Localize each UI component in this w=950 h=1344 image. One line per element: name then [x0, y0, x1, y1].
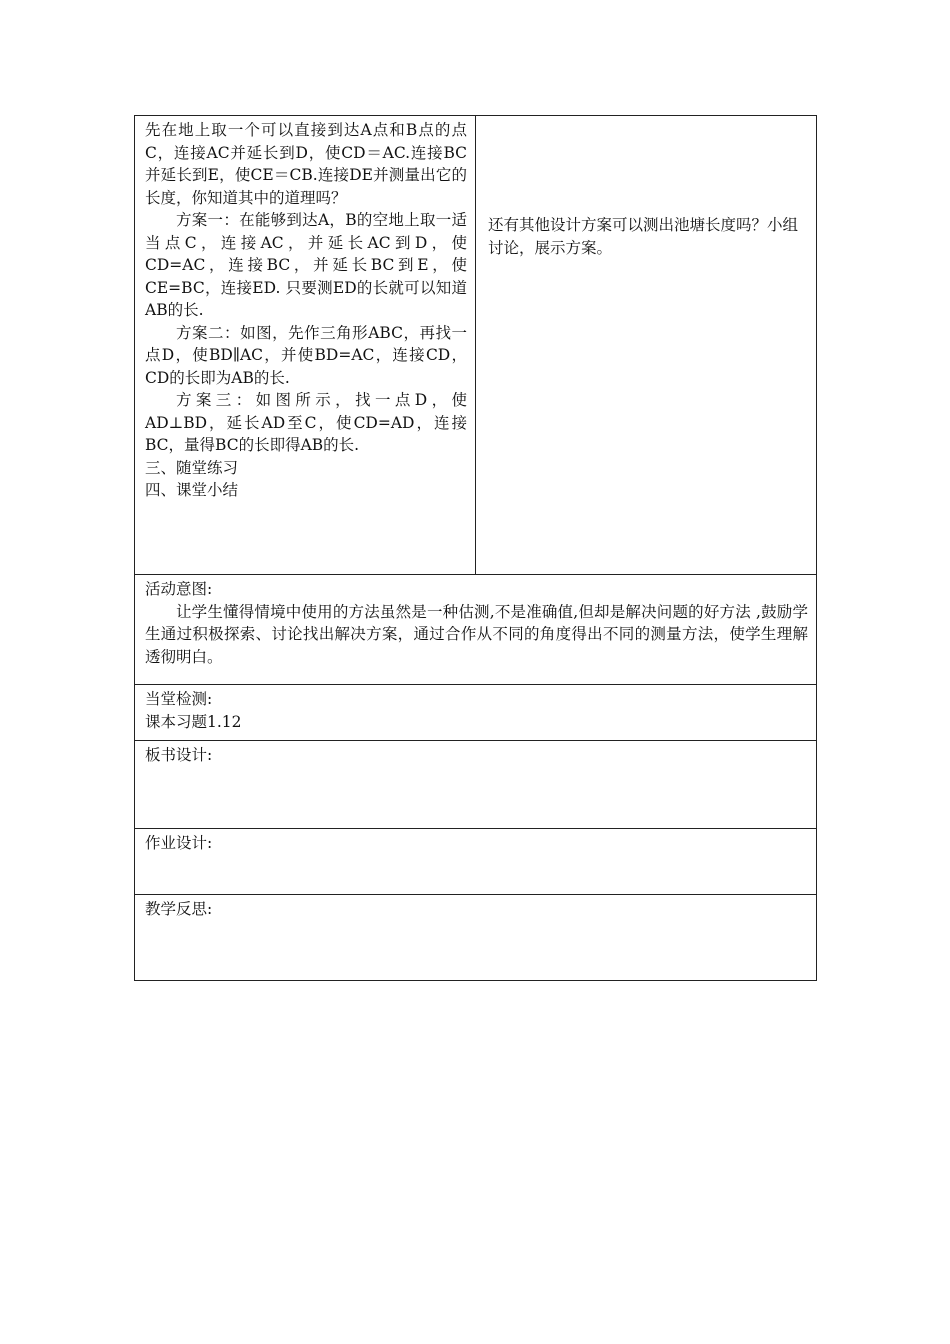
- teaching-reflection-label: 教学反思:: [145, 900, 213, 918]
- board-design-row: [135, 741, 817, 829]
- class-test-cell: [135, 685, 817, 741]
- plan-three-paragraph: 方案三：如图所示，找一点D，使AD⊥BD，延长AD至C，使CD=AD，连接BC，量得BC的长即得AB的长.: [145, 391, 467, 454]
- board-design-label: 板书设计:: [145, 746, 213, 764]
- intro-paragraph: 先在地上取一个可以直接到达A点和B点的点C，连接AC并延长到D，使CD＝AC.连接BC并延长到E，使CE＝CB.连接DE并测量出它的长度，你知道其中的道理吗？: [145, 121, 467, 207]
- teaching-reflection-cell: [135, 895, 817, 981]
- section-summary-heading: 四、课堂小结: [145, 481, 239, 499]
- homework-design-label: 作业设计:: [145, 834, 213, 852]
- activity-intent-cell: [135, 575, 817, 685]
- section-practice-heading: 三、随堂练习: [145, 458, 239, 477]
- board-design-cell: [135, 741, 817, 829]
- activity-intent-label: 活动意图:: [145, 580, 213, 598]
- plan-two-paragraph: 方案二：如图，先作三角形ABC，再找一点D，使BD∥AC，并使BD=AC，连接CD，CD的长即为AB的长.: [145, 323, 467, 387]
- teaching-reflection-row: [135, 895, 817, 981]
- class-test-body: 课本习题1.12: [145, 712, 242, 731]
- lesson-plan-table: [134, 115, 817, 981]
- homework-design-row: [135, 829, 817, 895]
- student-activity-text: 还有其他设计方案可以测出池塘长度吗？小组讨论，展示方案。: [488, 216, 799, 257]
- activity-intent-body: 让学生懂得情境中使用的方法虽然是一种估测,不是准确值,但却是解决问题的好方法 ,鼓励学生通过积极探索、讨论找出解决方案，通过合作从不同的角度得出不同的测量方法，使学生理解透彻明白。: [145, 602, 808, 666]
- homework-design-cell: [135, 829, 817, 895]
- student-activity-cell: [476, 116, 817, 575]
- activity-intent-row: [135, 575, 817, 685]
- main-content-row: [135, 116, 817, 575]
- teaching-content-cell: [135, 116, 476, 575]
- plan-one-paragraph: 方案一：在能够到达A，B的空地上取一适当点C，连接AC，并延长AC到D，使CD=AC，连接BC，并延长BC到E，使CE=BC，连接ED. 只要测ED的长就可以知道AB的长.: [145, 211, 467, 319]
- class-test-label: 当堂检测:: [145, 690, 213, 708]
- class-test-row: [135, 685, 817, 741]
